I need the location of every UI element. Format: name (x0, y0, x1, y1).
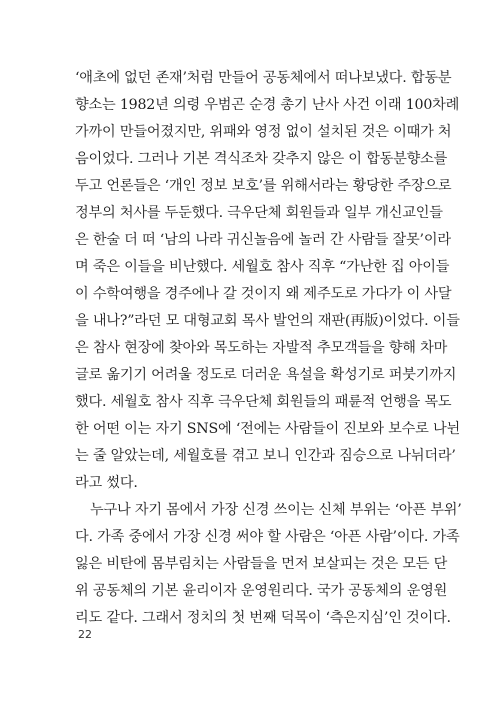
text-line: 은 참사 현장에 찾아와 목도하는 자발적 추모객들을 향해 차마 (75, 340, 448, 356)
text-line: 리도 같다. 그래서 정치의 첫 번째 덕목이 ‘측은지심’인 것이다. (75, 610, 451, 626)
text-line: 글로 옮기기 어려울 정도로 더러운 욕설을 확성기로 퍼붓기까지 (75, 367, 457, 383)
page-number: 22 (78, 628, 92, 641)
text-line: 가까이 만들어졌지만, 위패와 영정 없이 설치된 것은 이때가 처 (75, 124, 452, 140)
text-line: 한 어떤 이는 자기 SNS에 ‘전에는 사람들이 진보와 보수로 나뉜 (75, 421, 460, 437)
text-line: 위 공동체의 기본 윤리이자 운영원리다. 국가 공동체의 운영원 (75, 583, 448, 599)
text-line: 잃은 비탄에 몸부림치는 사람들을 먼저 보살피는 것은 모든 단 (75, 556, 448, 572)
text-line: 은 한술 더 떠 ‘남의 나라 귀신놀음에 놀러 간 사람들 잘못’이라 (75, 232, 451, 248)
text-line: 두고 언론들은 ‘개인 정보 보호’를 위해서라는 황당한 주장으로 (75, 178, 452, 194)
text-line: 라고 썼다. (75, 475, 138, 491)
text-line: 했다. 세월호 참사 직후 극우단체 회원들의 패륜적 언행을 목도 (75, 394, 452, 410)
text-line: ‘애초에 없던 존재’처럼 만들어 공동체에서 떠나보냈다. 합동분 (75, 70, 452, 86)
text-line: 는 줄 알았는데, 세월호를 겪고 보니 인간과 짐승으로 나뉘더라’ (75, 448, 456, 464)
text-line: 향소는 1982년 의령 우범곤 순경 총기 난사 사건 이래 100차례 (75, 97, 460, 113)
text-line: 음이었다. 그러나 기본 격식조차 갖추지 않은 이 합동분향소를 (75, 151, 448, 167)
text-line: 정부의 처사를 두둔했다. 극우단체 회원들과 일부 개신교인들 (75, 205, 443, 221)
text-line: 누구나 자기 몸에서 가장 신경 쓰이는 신체 부위는 ‘아픈 부위’ (90, 502, 462, 518)
text-line: 다. 가족 중에서 가장 신경 써야 할 사람은 ‘아픈 사람’이다. 가족 (75, 529, 460, 545)
text-line: 을 내나?”라던 모 대형교회 목사 발언의 재판(再版)이었다. 이들 (75, 313, 460, 329)
text-line: 이 수학여행을 경주에나 갈 것이지 왜 제주도로 가다가 이 사달 (75, 286, 452, 302)
text-line: 며 죽은 이들을 비난했다. 세월호 참사 직후 “가난한 집 아이들 (75, 259, 450, 275)
